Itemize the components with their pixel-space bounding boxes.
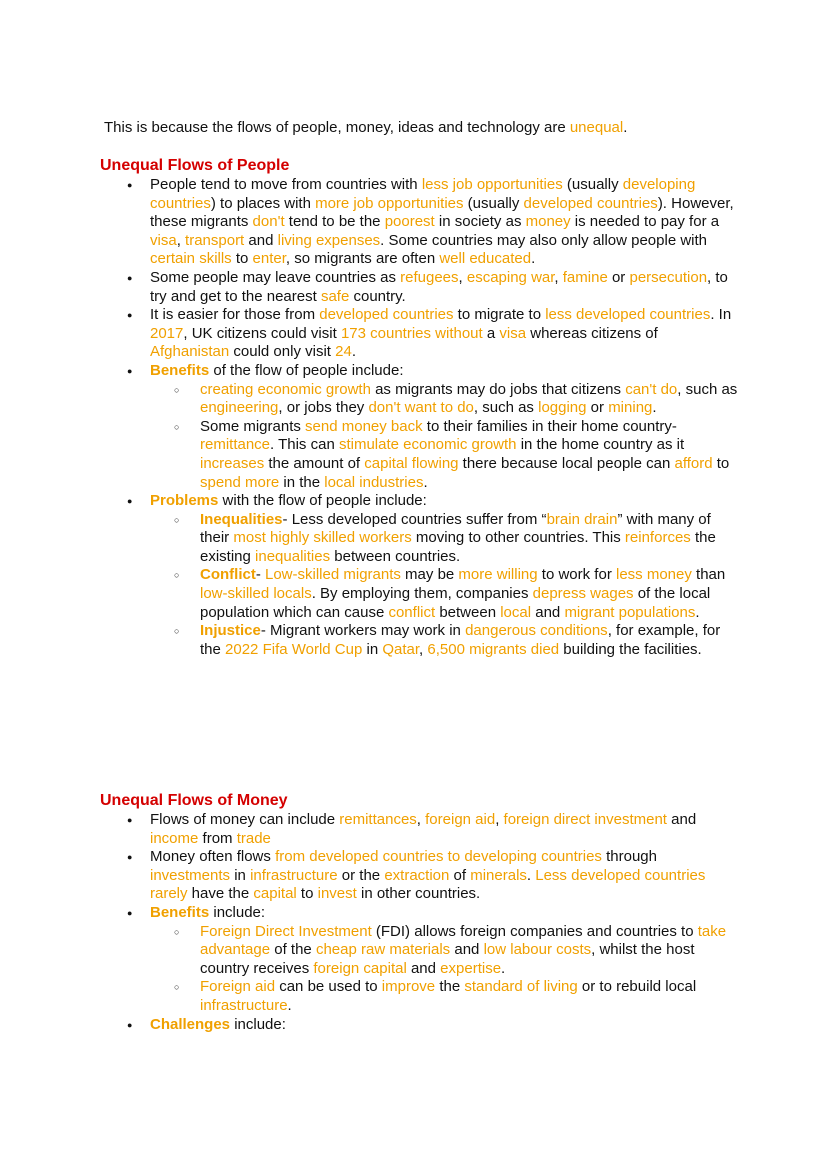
- people-bullet: [100, 176, 740, 269]
- text-run: have the: [187, 885, 254, 903]
- text-run: the amount of: [264, 454, 365, 472]
- highlighted-term: increases: [200, 454, 265, 472]
- text-run: .: [423, 473, 428, 491]
- text-run: (FDI) allows foreign companies and countries to: [371, 922, 698, 940]
- highlighted-term: Problems: [150, 492, 219, 510]
- text-run: .: [501, 959, 506, 977]
- highlighted-term: safe: [320, 287, 350, 305]
- people-benefit-item: [150, 418, 740, 492]
- heading-unequal-flows-of-people: Unequal Flows of People: [100, 157, 290, 174]
- text-run: through: [601, 848, 657, 866]
- text-run: in: [230, 866, 251, 884]
- highlighted-term: 24: [335, 343, 352, 361]
- text-run: or: [607, 268, 630, 286]
- text-run: to: [231, 250, 253, 268]
- text-run: . Some countries may also only allow people with: [380, 231, 708, 249]
- highlighted-term: more willing: [458, 566, 538, 584]
- text-run: tend to be the: [284, 213, 385, 231]
- highlighted-term: Less developed countries rarely: [150, 866, 706, 903]
- text-run: , whilst the host country receives: [200, 941, 695, 977]
- text-run: of the flow of people include:: [209, 361, 404, 379]
- highlighted-term: Benefits: [150, 903, 210, 921]
- text-run: in the: [279, 473, 325, 491]
- highlighted-term: 173 countries without: [340, 324, 483, 342]
- text-run: (usually: [463, 194, 524, 212]
- people-problem-item: [150, 511, 740, 567]
- text-run: ,: [176, 231, 186, 249]
- text-run: there because local people can: [458, 454, 675, 472]
- text-run: to their families in their home country-: [422, 417, 677, 435]
- text-run: a: [482, 324, 500, 342]
- highlighted-term: money: [525, 213, 571, 231]
- highlighted-term: transport: [185, 231, 245, 249]
- text-run: Some people may leave countries as: [150, 268, 401, 286]
- highlighted-term: living expenses: [277, 231, 381, 249]
- highlighted-term: foreign direct investment: [503, 811, 667, 828]
- money-bullet: [100, 848, 740, 904]
- text-run: ,: [458, 268, 467, 286]
- text-run: Money often flows: [150, 848, 276, 866]
- highlighted-term: don't want to do: [368, 399, 474, 417]
- text-run: .: [287, 996, 292, 1014]
- highlighted-term: refugees: [400, 268, 459, 286]
- text-run: than: [691, 566, 726, 584]
- highlighted-term: stimulate economic growth: [338, 436, 517, 454]
- text-run: in the home country as it: [516, 436, 685, 454]
- text-run: building the facilities.: [559, 640, 702, 658]
- highlighted-term: local: [500, 603, 532, 621]
- highlighted-term: expertise: [440, 959, 502, 977]
- highlighted-term: from developed countries to developing countries: [275, 848, 602, 866]
- highlighted-term: more job opportunities: [315, 194, 464, 212]
- money-benefits-sublist: [150, 923, 740, 1016]
- text-run: whereas citizens of: [526, 324, 658, 342]
- text-run: - Less developed countries suffer from “: [282, 510, 547, 528]
- highlighted-term: mining: [608, 399, 653, 417]
- highlighted-term: Challenges: [150, 1015, 231, 1033]
- highlighted-term: take advantage: [200, 922, 727, 959]
- text-run: - Migrant workers may work in: [260, 622, 466, 640]
- text-run: or to rebuild local: [577, 978, 697, 996]
- money-benefits-bullet: [100, 904, 740, 1016]
- people-problems-sublist: [150, 511, 740, 660]
- text-run: the existing: [200, 529, 716, 565]
- highlighted-term: remittances: [339, 811, 417, 828]
- people-bullet: [100, 269, 740, 306]
- text-run: .: [351, 343, 356, 361]
- text-run: country.: [349, 287, 406, 305]
- text-run: , such as: [677, 380, 738, 398]
- intro-highlight: unequal: [569, 119, 624, 136]
- people-benefits-sublist: [150, 381, 740, 493]
- highlighted-term: inequalities: [255, 547, 331, 565]
- highlighted-term: don't: [252, 213, 285, 231]
- text-run: (usually: [562, 176, 623, 193]
- highlighted-term: 6,500 migrants died: [427, 640, 560, 658]
- people-problems-lead: [150, 492, 427, 509]
- highlighted-term: Low-skilled migrants: [265, 566, 401, 584]
- highlighted-term: Foreign Direct Investment: [200, 922, 372, 940]
- money-challenges-bullet: [100, 1016, 740, 1035]
- text-run: ). However, these migrants: [150, 194, 734, 231]
- text-run: , for example, for the: [200, 622, 721, 658]
- highlighted-term: depress wages: [532, 585, 634, 603]
- highlighted-term: Conflict: [200, 566, 256, 584]
- people-problems-bullet: [100, 492, 740, 659]
- highlighted-term: developed countries: [523, 194, 658, 212]
- highlighted-term: send money back: [305, 417, 423, 435]
- highlighted-term: infrastructure: [250, 866, 338, 884]
- highlighted-term: capital: [253, 885, 297, 903]
- highlighted-term: trade: [236, 829, 271, 847]
- money-benefits-lead: [150, 904, 265, 921]
- highlighted-term: can't do: [625, 380, 678, 398]
- highlighted-term: foreign capital: [313, 959, 407, 977]
- text-run: with the flow of people include:: [218, 492, 427, 510]
- text-run: could only visit: [229, 343, 336, 361]
- highlighted-term: developing countries: [150, 176, 696, 212]
- people-benefits-bullet: [100, 362, 740, 492]
- text-run: , UK citizens could visit: [183, 324, 341, 342]
- intro-end: .: [623, 119, 628, 136]
- text-run: to work for: [537, 566, 616, 584]
- text-run: of the local population which can cause: [200, 585, 711, 621]
- text-run: ,: [554, 268, 563, 286]
- highlighted-term: persecution: [629, 268, 708, 286]
- text-run: .: [531, 250, 536, 268]
- highlighted-term: visa: [150, 231, 177, 249]
- people-benefit-item: [150, 381, 740, 418]
- highlighted-term: creating economic growth: [200, 380, 371, 398]
- highlighted-term: less money: [615, 566, 692, 584]
- highlighted-term: well educated: [439, 250, 532, 268]
- text-run: People tend to move from countries with: [150, 176, 422, 193]
- highlighted-term: local industries: [324, 473, 424, 491]
- highlighted-term: afford: [674, 454, 713, 472]
- people-list: [100, 176, 740, 659]
- money-list: [100, 811, 740, 1034]
- highlighted-term: 2022 Fifa World Cup: [225, 640, 363, 658]
- text-run: to migrate to: [453, 306, 546, 324]
- text-run: from: [198, 829, 237, 847]
- text-run: .: [526, 866, 536, 884]
- text-run: in society as: [434, 213, 526, 231]
- highlighted-term: cheap raw materials: [315, 941, 451, 959]
- text-run: include:: [230, 1015, 286, 1033]
- highlighted-term: extraction: [384, 866, 450, 884]
- text-run: , so migrants are often: [285, 250, 440, 268]
- highlighted-term: infrastructure: [200, 996, 288, 1014]
- text-run: or the: [337, 866, 385, 884]
- highlighted-term: Injustice: [200, 622, 261, 640]
- text-run: ,: [419, 640, 428, 658]
- highlighted-term: low-skilled locals: [200, 585, 312, 603]
- highlighted-term: Benefits: [150, 361, 210, 379]
- people-benefits-lead: [150, 362, 403, 379]
- money-bullet: [100, 811, 740, 848]
- people-problem-item: [150, 622, 740, 659]
- text-run: of: [449, 866, 471, 884]
- highlighted-term: less developed countries: [545, 306, 711, 324]
- highlighted-term: invest: [317, 885, 357, 903]
- text-run: ) to places with: [210, 194, 316, 212]
- text-run: ,: [495, 811, 504, 828]
- text-run: and: [666, 811, 697, 828]
- text-run: and: [450, 941, 484, 959]
- text-run: and: [244, 231, 278, 249]
- text-run: may be: [400, 566, 459, 584]
- highlighted-term: developed countries: [319, 306, 454, 324]
- text-run: of the: [270, 941, 316, 959]
- text-run: include:: [209, 903, 266, 921]
- highlighted-term: most highly skilled workers: [233, 529, 412, 547]
- text-run: , such as: [473, 399, 539, 417]
- text-run: Flows of money can include: [150, 811, 340, 828]
- highlighted-term: conflict: [388, 603, 436, 621]
- text-run: , to try and get to the nearest: [150, 268, 728, 305]
- highlighted-term: 2017: [150, 324, 184, 342]
- text-run: -: [255, 566, 265, 584]
- people-bullet: [100, 306, 740, 362]
- highlighted-term: poorest: [384, 213, 435, 231]
- highlighted-term: foreign aid: [425, 811, 496, 828]
- highlighted-term: spend more: [200, 473, 280, 491]
- highlighted-term: improve: [381, 978, 436, 996]
- highlighted-term: income: [150, 829, 199, 847]
- highlighted-term: investments: [150, 866, 231, 884]
- highlighted-term: minerals: [470, 866, 527, 884]
- text-run: Some migrants: [200, 417, 306, 435]
- highlighted-term: brain drain: [546, 510, 618, 528]
- text-run: ” with many of their: [200, 510, 711, 547]
- highlighted-term: engineering: [200, 399, 279, 417]
- text-run: ,: [416, 811, 426, 828]
- highlighted-term: migrant populations: [564, 603, 696, 621]
- text-run: in other countries.: [356, 885, 481, 903]
- text-run: It is easier for those from: [150, 306, 320, 324]
- highlighted-term: Afghanistan: [150, 343, 230, 361]
- text-run: . This can: [270, 436, 339, 454]
- text-run: moving to other countries. This: [411, 529, 625, 547]
- highlighted-term: standard of living: [464, 978, 578, 996]
- highlighted-term: Qatar: [382, 640, 420, 658]
- text-run: the: [435, 978, 465, 996]
- text-run: to: [712, 454, 730, 472]
- highlighted-term: escaping war: [466, 268, 555, 286]
- highlighted-term: logging: [538, 399, 587, 417]
- intro-paragraph: [104, 118, 627, 138]
- heading-unequal-flows-of-money: Unequal Flows of Money: [100, 792, 288, 809]
- text-run: can be used to: [275, 978, 382, 996]
- people-problem-item: [150, 566, 740, 622]
- highlighted-term: remittance: [200, 436, 271, 454]
- text-run: , or jobs they: [278, 399, 369, 417]
- text-run: .: [695, 603, 700, 621]
- text-run: in: [362, 640, 383, 658]
- highlighted-term: visa: [499, 324, 527, 342]
- highlighted-term: certain skills: [150, 250, 232, 268]
- text-run: as migrants may do jobs that citizens: [370, 380, 626, 398]
- highlighted-term: capital flowing: [364, 454, 459, 472]
- text-run: between: [435, 603, 501, 621]
- text-run: .: [652, 399, 657, 417]
- text-run: and: [531, 603, 565, 621]
- intro-text: This is because the flows of people, money, ideas and technology are: [104, 119, 570, 136]
- text-run: to: [296, 885, 318, 903]
- highlighted-term: reinforces: [624, 529, 691, 547]
- highlighted-term: less job opportunities: [421, 176, 563, 193]
- highlighted-term: famine: [562, 268, 608, 286]
- text-run: or: [586, 399, 609, 417]
- text-run: and: [406, 959, 441, 977]
- highlighted-term: Foreign aid: [200, 978, 276, 996]
- text-run: between countries.: [330, 547, 461, 565]
- highlighted-term: Inequalities: [200, 510, 283, 528]
- text-run: . In: [710, 306, 732, 324]
- money-benefit-item: [150, 923, 740, 979]
- text-run: . By employing them, companies: [311, 585, 533, 603]
- money-benefit-item: [150, 978, 740, 1015]
- text-run: is needed to pay for a: [570, 213, 720, 231]
- highlighted-term: enter: [252, 250, 286, 268]
- highlighted-term: low labour costs: [483, 941, 592, 959]
- highlighted-term: dangerous conditions: [465, 622, 608, 640]
